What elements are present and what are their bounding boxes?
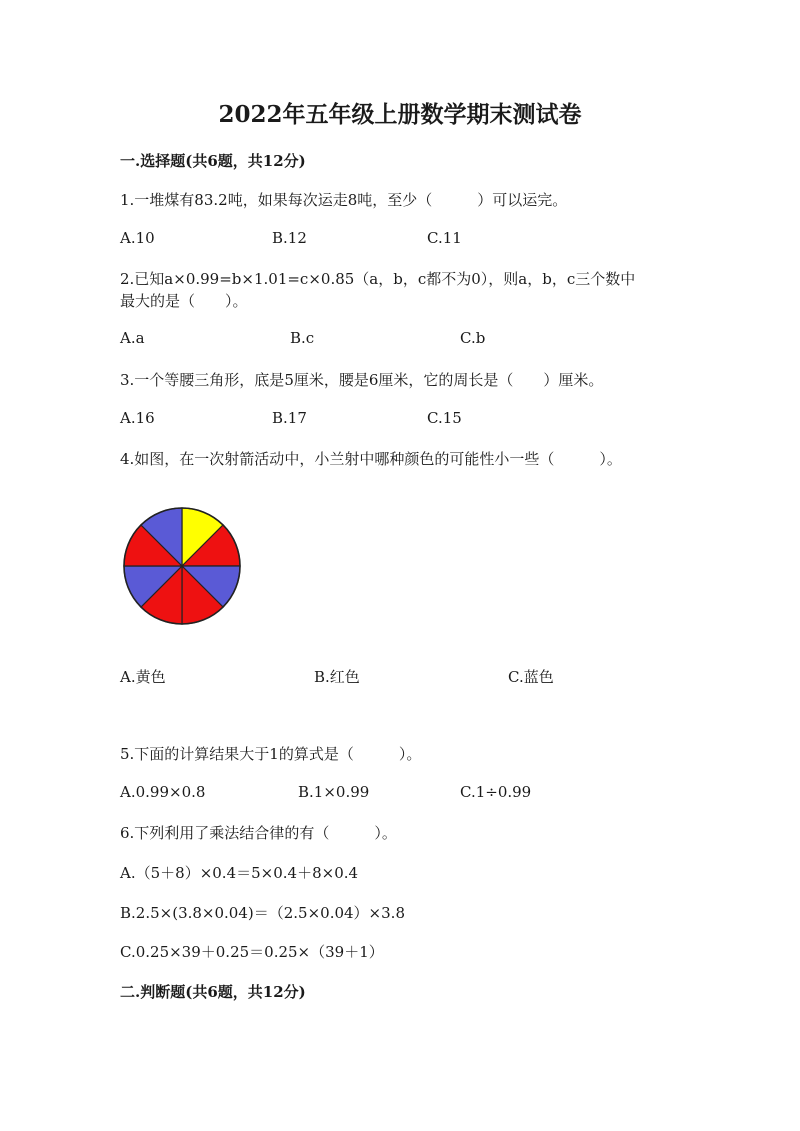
question-5-option-a: A.0.99×0.8 [120, 783, 206, 801]
question-1-option-a: A.10 [120, 229, 155, 247]
question-1-option-b: B.12 [272, 229, 307, 247]
question-2-option-a: A.a [120, 329, 145, 347]
question-1-text: 1.一堆煤有83.2吨，如果每次运走8吨，至少（ ）可以运完。 [120, 191, 568, 209]
question-6-option-b: B.2.5×(3.8×0.04)＝（2.5×0.04）×3.8 [120, 904, 405, 922]
question-5-option-c: C.1÷0.99 [460, 783, 532, 801]
question-6-text: 6.下列利用了乘法结合律的有（ ）。 [120, 824, 397, 842]
question-4-option-b: B.红色 [314, 668, 360, 686]
question-2-text-line-1: 2.已知a×0.99=b×1.01=c×0.85（a，b，c都不为0），则a，b，c三个数中 [120, 270, 636, 288]
question-3-option-c: C.15 [427, 409, 462, 427]
target-wheel-figure [120, 504, 244, 628]
question-3-option-b: B.17 [272, 409, 307, 427]
section-heading-judgment: 二.判断题(共6题，共12分) [120, 983, 306, 1001]
question-6-option-a: A.（5＋8）×0.4＝5×0.4＋8×0.4 [120, 864, 359, 882]
question-4-option-c: C.蓝色 [508, 668, 554, 686]
question-1-option-c: C.11 [427, 229, 462, 247]
page-title: 2022年五年级上册数学期末测试卷 [218, 101, 582, 128]
question-5-option-b: B.1×0.99 [298, 783, 370, 801]
question-3-option-a: A.16 [120, 409, 155, 427]
question-2-option-b: B.c [290, 329, 315, 347]
question-3-text: 3.一个等腰三角形，底是5厘米，腰是6厘米，它的周长是（ ）厘米。 [120, 371, 604, 389]
question-4-option-a: A.黄色 [120, 668, 166, 686]
question-2-text-line-2: 最大的是（ ）。 [120, 292, 248, 310]
question-5-text: 5.下面的计算结果大于1的算式是（ ）。 [120, 745, 422, 763]
question-4-text: 4.如图，在一次射箭活动中，小兰射中哪种颜色的可能性小一些（ ）。 [120, 450, 622, 468]
question-6-option-c: C.0.25×39＋0.25＝0.25×（39＋1） [120, 943, 384, 961]
question-2-option-c: C.b [460, 329, 486, 347]
section-heading-choice: 一.选择题(共6题，共12分) [120, 152, 306, 170]
